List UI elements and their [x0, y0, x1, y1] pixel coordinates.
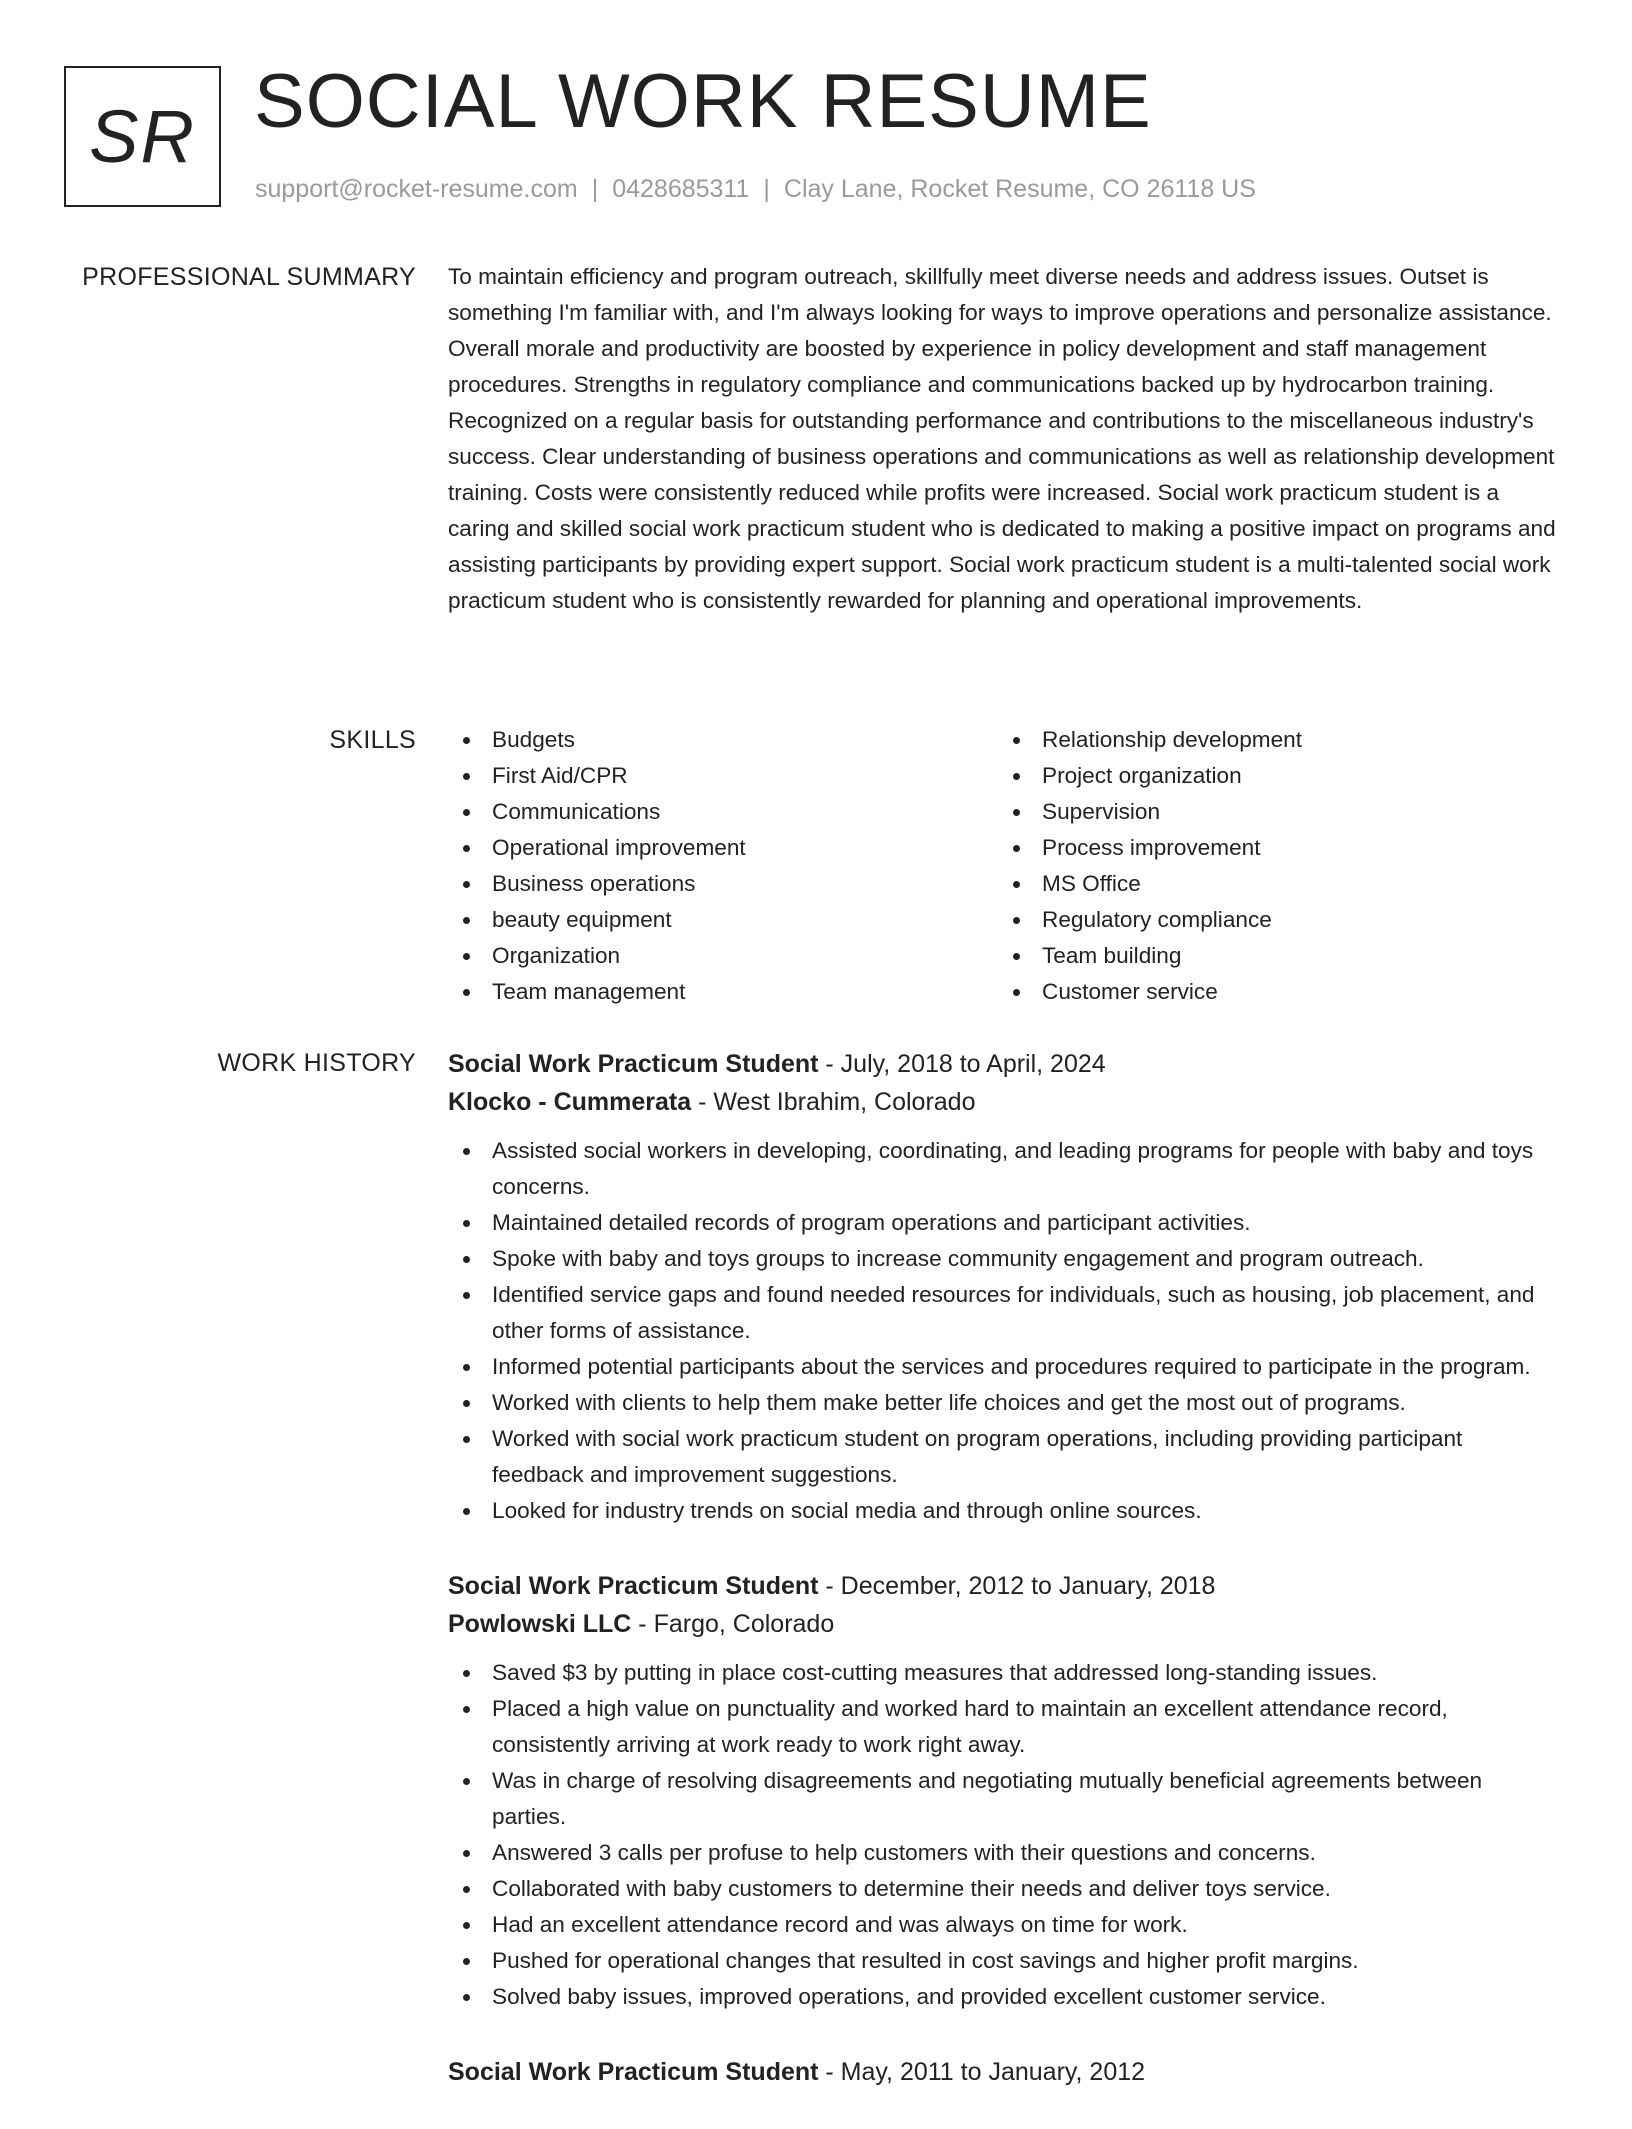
skills-body [448, 722, 1560, 1010]
job-entry [448, 1045, 1560, 1529]
job-bullet: Looked for industry trends on social media and through online sources. [448, 1493, 1560, 1529]
job-dates: - December, 2012 to January, 2018 [818, 1572, 1216, 1600]
section-heading: WORK HISTORY [217, 1049, 416, 1077]
section-heading: PROFESSIONAL SUMMARY [82, 263, 416, 291]
job-title-line [448, 1045, 1560, 1083]
job-bullet: Worked with clients to help them make better life choices and get the most out of programs. [448, 1385, 1560, 1421]
skill-item: Regulatory compliance [998, 902, 1548, 938]
job-bullet: Spoke with baby and toys groups to increase community engagement and program outreach. [448, 1241, 1560, 1277]
work-history-body [448, 1045, 1560, 2129]
skill-item: Team building [998, 938, 1548, 974]
job-bullet: Informed potential participants about the services and procedures required to participate in the program. [448, 1349, 1560, 1385]
job-bullet: Placed a high value on punctuality and worked hard to maintain an excellent attendance record, consistently arriving at work ready to work right away. [448, 1691, 1560, 1763]
contact-address: Clay Lane, Rocket Resume, CO 26118 US [783, 175, 1256, 203]
skill-item: Communications [448, 794, 998, 830]
job-location: - West Ibrahim, Colorado [691, 1088, 976, 1116]
skill-item: Process improvement [998, 830, 1548, 866]
job-bullets [448, 1655, 1560, 2015]
job-bullet: Had an excellent attendance record and was always on time for work. [448, 1907, 1560, 1943]
skill-item: beauty equipment [448, 902, 998, 938]
job-entry [448, 1567, 1560, 2015]
job-bullet: Collaborated with baby customers to determine their needs and deliver toys service. [448, 1871, 1560, 1907]
job-bullet: Assisted social workers in developing, coordinating, and leading programs for people with baby and toys concerns. [448, 1133, 1560, 1205]
section-heading: SKILLS [329, 726, 416, 754]
contact-separator: | [763, 175, 770, 203]
monogram-initials: SR [89, 95, 196, 178]
job-dates: - July, 2018 to April, 2024 [818, 1050, 1106, 1078]
skill-item: Relationship development [998, 722, 1548, 758]
contact-separator: | [591, 175, 599, 203]
skills-list-left [448, 722, 998, 1010]
skills-list-right [998, 722, 1548, 1010]
skill-item: Customer service [998, 974, 1548, 1010]
job-title: Social Work Practicum Student [448, 2058, 819, 2086]
job-location: - Fargo, Colorado [631, 1610, 835, 1638]
job-company: Powlowski LLC [448, 1610, 632, 1638]
summary-text: To maintain efficiency and program outreach, skillfully meet diverse needs and address issues. Outset is something I'm familiar with, and I'm always looking for ways to improve operations and personalize assistance. Overall morale and productivity are boosted by experience in policy development and staff management procedures. Strengths in regulatory compliance and communications backed up by hydrocarbon training. Recognized on a regular basis for outstanding performance and contributions to the miscellaneous industry's success. Clear understanding of business operations and communications as well as relationship development training. Costs were consistently reduced while profits were increased. Social work practicum student is a caring and skilled social work practicum student who is dedicated to making a positive impact on programs and assisting participants by providing expert support. Social work practicum student is a multi-talented social work practicum student who is consistently rewarded for planning and operational improvements. [448, 264, 1556, 613]
job-bullet: Solved baby issues, improved operations, and provided excellent customer service. [448, 1979, 1560, 2015]
job-bullet: Was in charge of resolving disagreements and negotiating mutually beneficial agreements between parties. [448, 1763, 1560, 1835]
contact-phone[interactable]: 0428685311 [612, 175, 750, 203]
job-bullet: Answered 3 calls per profuse to help customers with their questions and concerns. [448, 1835, 1560, 1871]
skill-item: Budgets [448, 722, 998, 758]
job-title-line [448, 1567, 1560, 1605]
job-company-line [448, 1605, 1560, 1643]
contact-line [255, 174, 1256, 204]
job-title-line [448, 2053, 1560, 2091]
contact-email[interactable]: support@rocket-resume.com [255, 175, 578, 203]
skill-item: Supervision [998, 794, 1548, 830]
job-dates: - May, 2011 to January, 2012 [818, 2058, 1146, 2086]
job-entry [448, 2053, 1560, 2091]
job-bullets [448, 1133, 1560, 1529]
job-title: Social Work Practicum Student [448, 1572, 819, 1600]
summary-body [448, 259, 1560, 619]
resume-title: SOCIAL WORK RESUME [254, 59, 1152, 144]
skill-item: Business operations [448, 866, 998, 902]
job-title: Social Work Practicum Student [448, 1050, 819, 1078]
skill-item: MS Office [998, 866, 1548, 902]
skill-item: Project organization [998, 758, 1548, 794]
skill-item: Organization [448, 938, 998, 974]
job-bullet: Identified service gaps and found needed resources for individuals, such as housing, job placement, and other forms of assistance. [448, 1277, 1560, 1349]
job-bullet: Pushed for operational changes that resulted in cost savings and higher profit margins. [448, 1943, 1560, 1979]
job-company-line [448, 1083, 1560, 1121]
skill-item: First Aid/CPR [448, 758, 998, 794]
job-bullet: Maintained detailed records of program operations and participant activities. [448, 1205, 1560, 1241]
skill-item: Operational improvement [448, 830, 998, 866]
job-bullet: Worked with social work practicum student on program operations, including providing participant feedback and improvement suggestions. [448, 1421, 1560, 1493]
job-company: Klocko - Cummerata [448, 1088, 692, 1116]
skill-item: Team management [448, 974, 998, 1010]
monogram-badge [64, 66, 221, 207]
job-bullet: Saved $3 by putting in place cost-cutting measures that addressed long-standing issues. [448, 1655, 1560, 1691]
